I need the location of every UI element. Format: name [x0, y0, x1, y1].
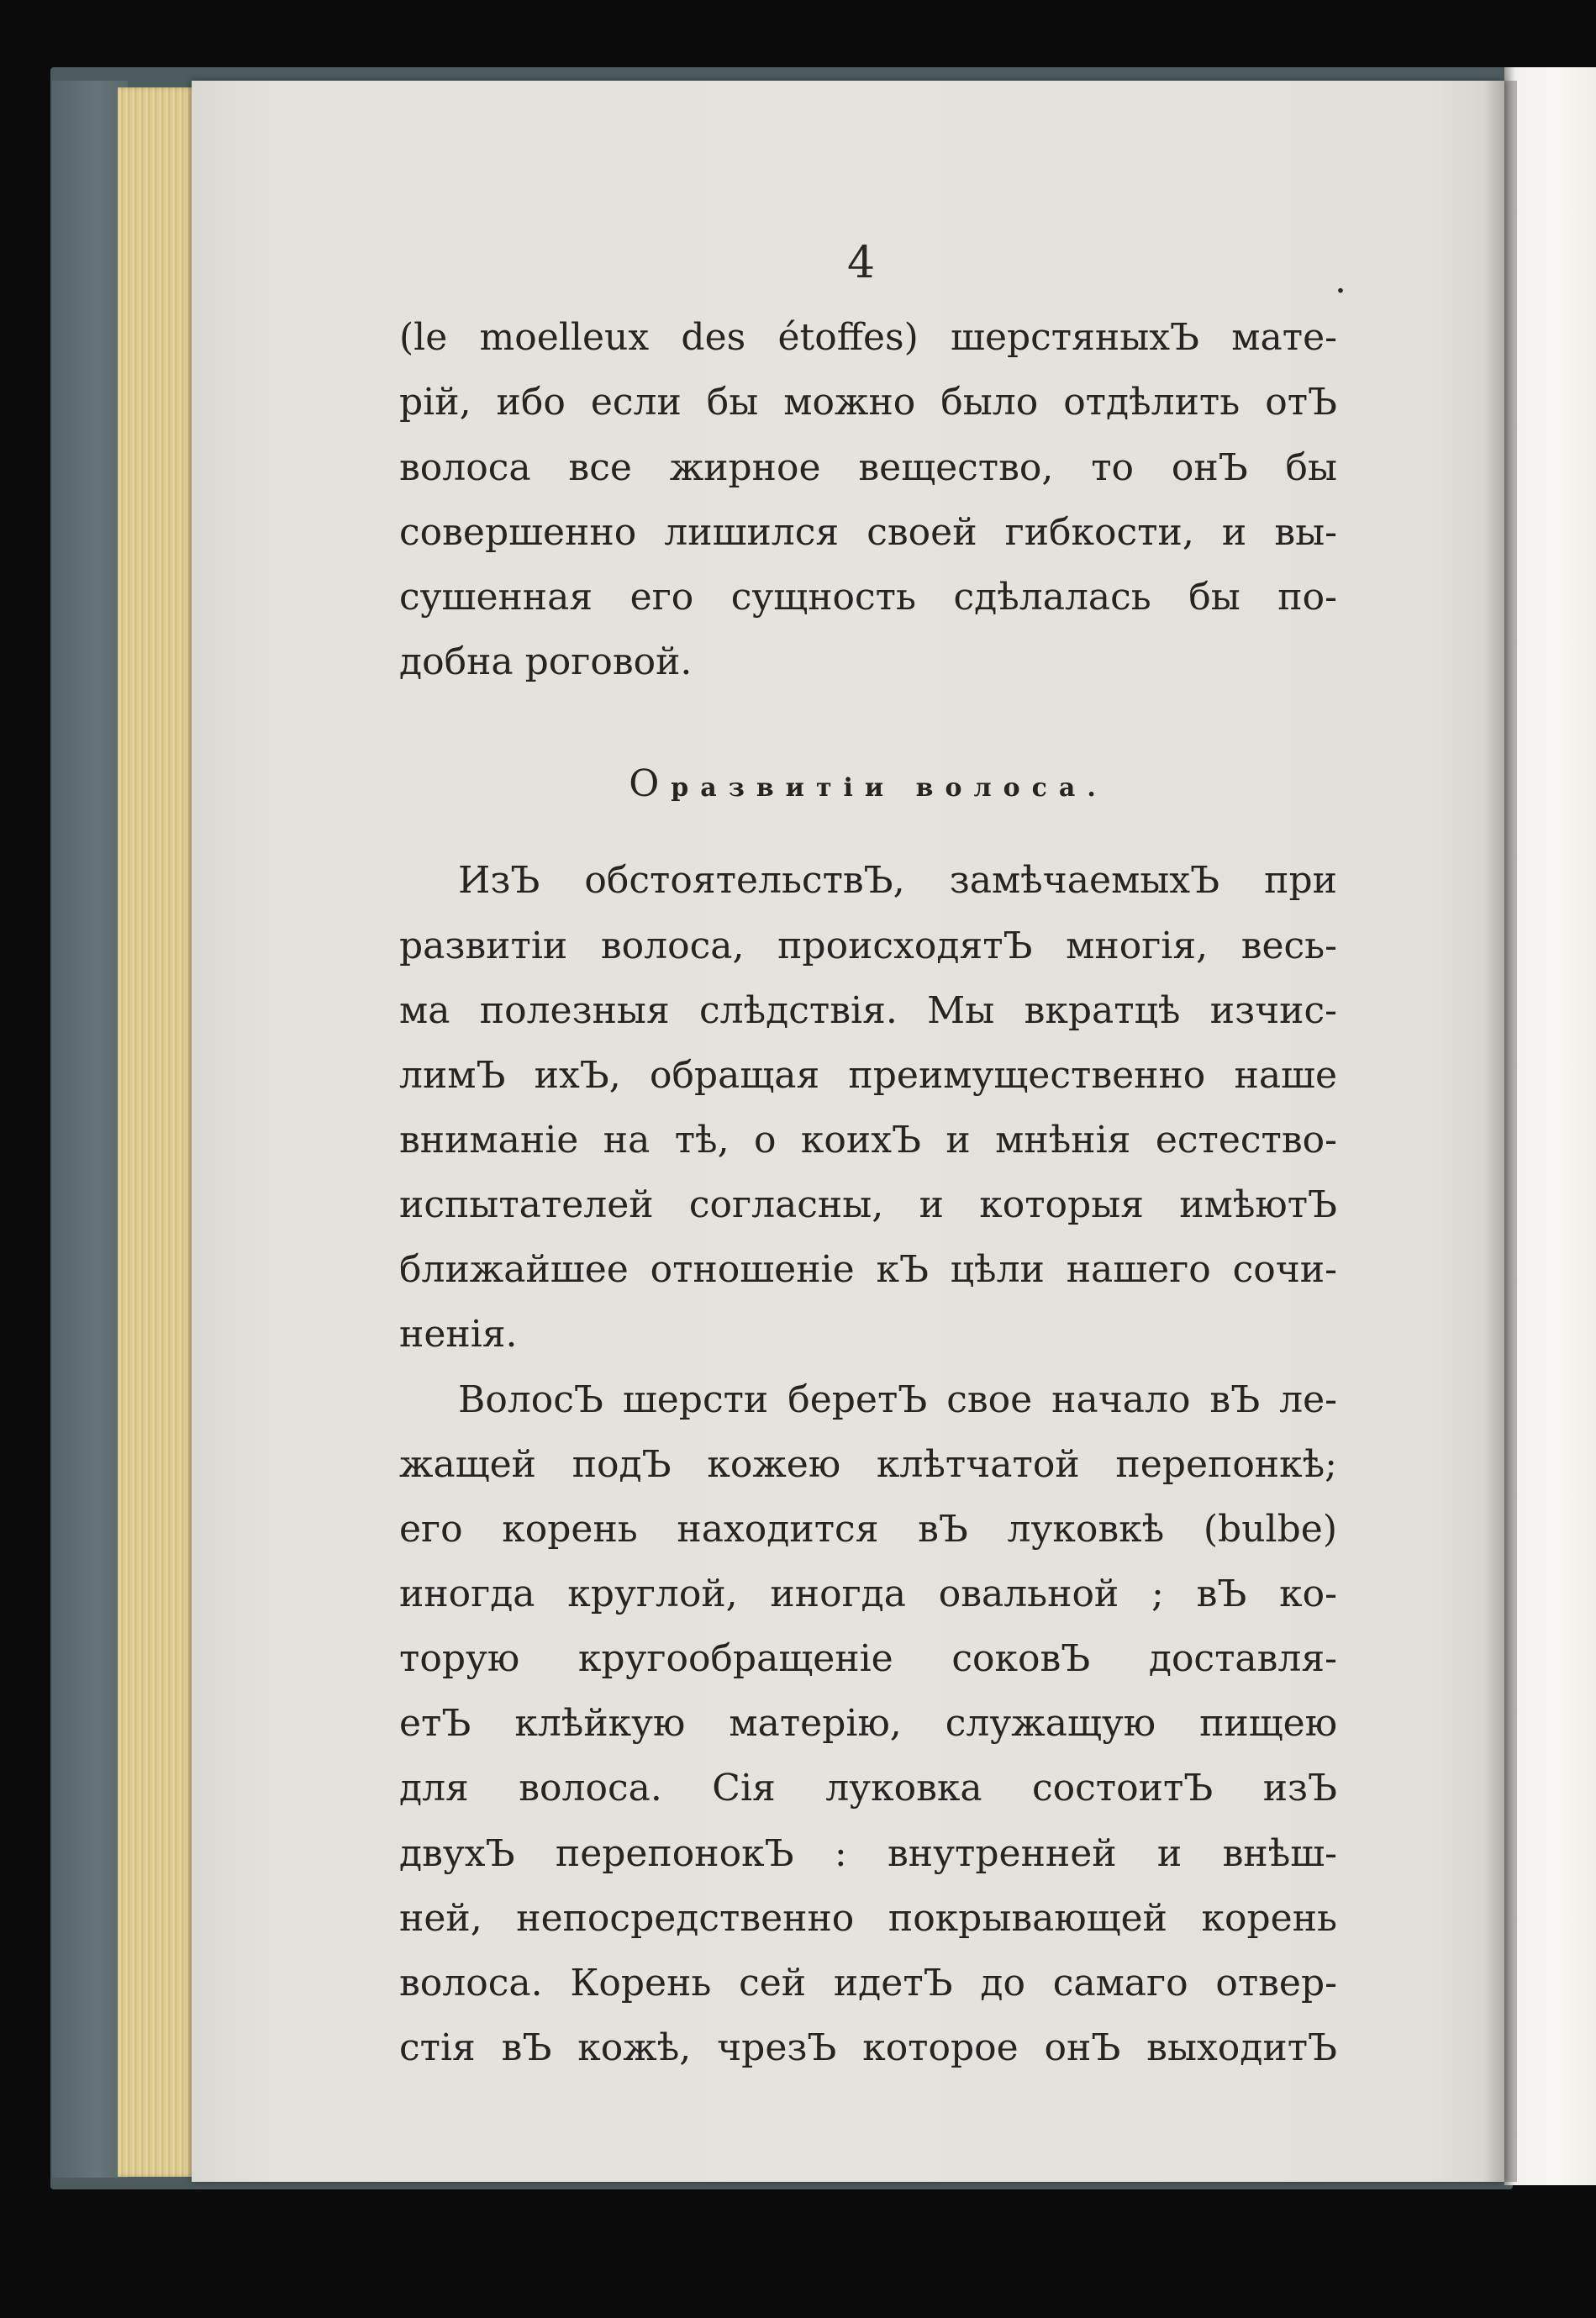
- text-line: иногда круглой, иногда овальной ; вЪ ко-: [399, 1573, 1337, 1615]
- text-line: рій, ибо если бы можно было отдѣлить отЪ: [399, 381, 1337, 424]
- heading-text: развитіи волоса.: [671, 773, 1108, 803]
- gilt-page-edges: [118, 87, 195, 2177]
- text-line: волоса все жирное вещество, то онЪ бы: [399, 446, 1337, 489]
- text-line: етЪ клѣйкую матерію, служащую пищею: [399, 1702, 1337, 1745]
- text-line: ВолосЪ шерсти беретЪ свое начало вЪ ле-: [458, 1378, 1337, 1421]
- heading-initial: О: [629, 762, 660, 805]
- text-line: добна роговой.: [399, 640, 693, 683]
- text-line: ИзЪ обстоятельствЪ, замѣчаемыхЪ при: [458, 859, 1337, 902]
- text-line: ма полезныя слѣдствія. Мы вкратцѣ изчис-: [399, 989, 1337, 1032]
- header-dot: .: [1335, 259, 1346, 302]
- text-line: ближайшее отношеніе кЪ цѣли нашего сочи-: [399, 1248, 1337, 1291]
- text-line: ней, непосредственно покрывающей корень: [399, 1897, 1337, 1940]
- text-line: его корень находится вЪ луковкѣ (bulbe): [399, 1508, 1337, 1551]
- text-line: торую кругообращеніе соковЪ доставля-: [399, 1637, 1337, 1680]
- gutter-shadow: [1483, 81, 1517, 2182]
- text-line: ненія.: [399, 1313, 518, 1356]
- text-line: лимЪ ихЪ, обращая преимущественно наше: [399, 1054, 1337, 1097]
- text-line: для волоса. Сія луковка состоитЪ изЪ: [399, 1767, 1337, 1810]
- text-line: развитіи волоса, происходятЪ многія, весь-: [399, 925, 1337, 967]
- cover-edge: [52, 81, 128, 2178]
- text-line: стія вЪ кожѣ, чрезЪ которое онЪ выходитЪ: [399, 2026, 1337, 2069]
- section-heading: [399, 759, 1337, 814]
- page-number: 4: [847, 238, 876, 288]
- text-line: испытателей согласны, и которыя имѣютЪ: [399, 1183, 1337, 1226]
- text-line: двухЪ перепонокЪ : внутренней и внѣш-: [399, 1832, 1337, 1875]
- text-line: волоса. Корень сей идетЪ до самаго отвер-: [399, 1962, 1337, 2005]
- text-line: совершенно лишился своей гибкости, и вы-: [399, 511, 1337, 554]
- facing-page: [1504, 67, 1596, 2185]
- text-line: сушенная его сущность сдѣлалась бы по-: [399, 576, 1337, 619]
- text-line: (le moelleux des étoffes) шерстяныхЪ мате-: [399, 316, 1337, 359]
- text-line: жащей подЪ кожею клѣтчатой перепонкѣ;: [399, 1443, 1337, 1486]
- text-line: вниманіе на тѣ, о коихЪ и мнѣнія естество-: [399, 1119, 1337, 1162]
